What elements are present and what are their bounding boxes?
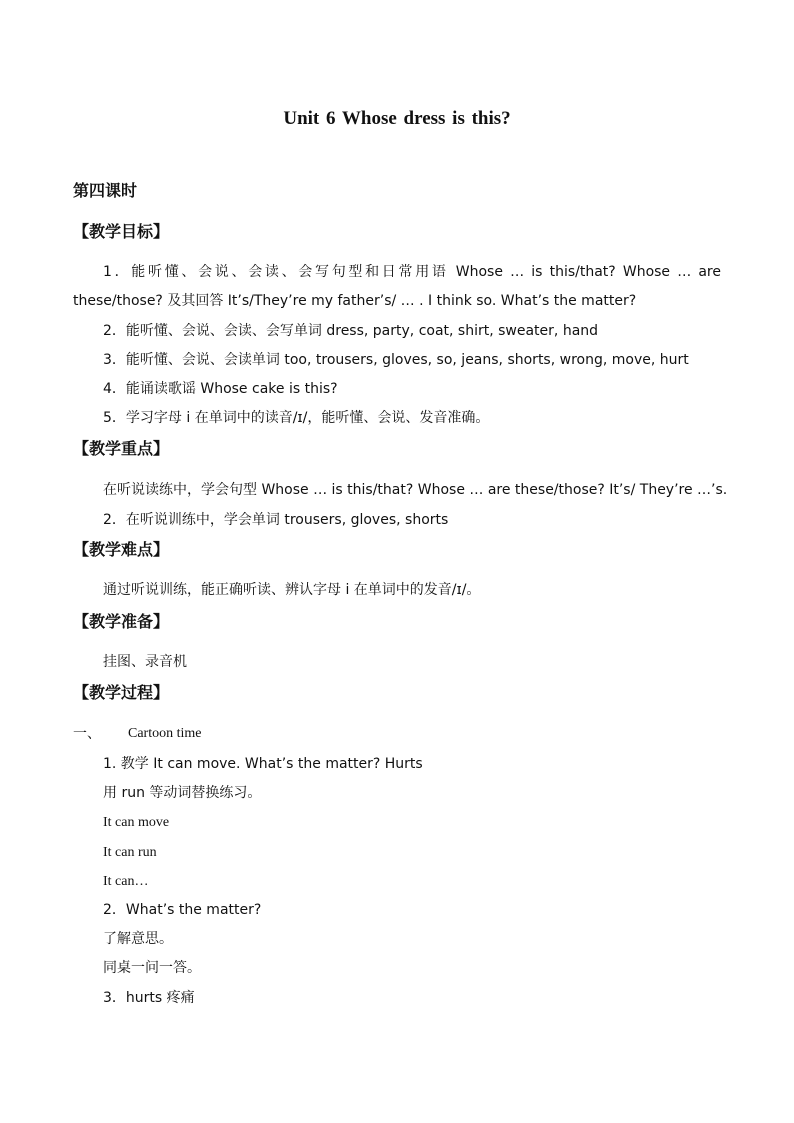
process-item-8: 同桌一问一答。 (103, 960, 201, 976)
process-part-number: 一、 (73, 726, 101, 742)
objective-item-4: 4．能诵读歌谣 Whose cake is this? (103, 381, 338, 397)
section-heading-preparation: 【教学准备】 (73, 612, 170, 631)
process-item-2: 用 run 等动词替换练习。 (103, 785, 262, 801)
preparation-item-1: 挂图、录音机 (103, 654, 187, 670)
process-item-9: 3．hurts 疼痛 (103, 990, 195, 1006)
objective-item-2: 2．能听懂、会说、会读、会写单词 dress, party, coat, shirt, sweater, hand (103, 323, 599, 339)
difficulty-item-1: 通过听说训练，能正确听读、辨认字母 i 在单词中的发音/ɪ/。 (103, 582, 481, 598)
objective-item-3: 3．能听懂、会说、会读单词 too, trousers, gloves, so, jeans, shorts, wrong, move, hurt (103, 352, 689, 368)
lesson-label: 第四课时 (73, 181, 138, 200)
key-point-item-2: 2．在听说训练中，学会单词 trousers, gloves, shorts (103, 512, 449, 528)
section-heading-objectives: 【教学目标】 (73, 222, 170, 241)
process-item-5: It can… (103, 874, 149, 889)
objective-item-1: 1．能听懂、会说、会读、会写句型和日常用语 Whose … is this/that? Whose … are (103, 264, 721, 280)
objective-item-5: 5．学习字母 i 在单词中的读音/ɪ/，能听懂、会说、发音准确。 (103, 410, 490, 426)
objective-item-1-cont: these/those? 及其回答 It’s/They’re my father’s/ … . I think so. What’s the matter? (73, 293, 637, 309)
process-item-7: 了解意思。 (103, 931, 173, 947)
section-heading-difficulties: 【教学难点】 (73, 540, 170, 559)
process-item-4: It can run (103, 845, 157, 860)
key-point-item-1: 在听说读练中，学会句型 Whose … is this/that? Whose … are these/those? It’s/ They’re …’s. (103, 482, 728, 498)
process-item-3: It can move (103, 815, 170, 830)
process-part-title: Cartoon time (128, 726, 202, 741)
process-item-1: 1. 教学 It can move. What’s the matter? Hurts (103, 756, 423, 772)
document-title: Unit 6 Whose dress is this? (283, 108, 511, 129)
section-heading-key-points: 【教学重点】 (73, 439, 170, 458)
process-item-6: 2．What’s the matter? (103, 902, 262, 918)
section-heading-process: 【教学过程】 (73, 683, 170, 702)
